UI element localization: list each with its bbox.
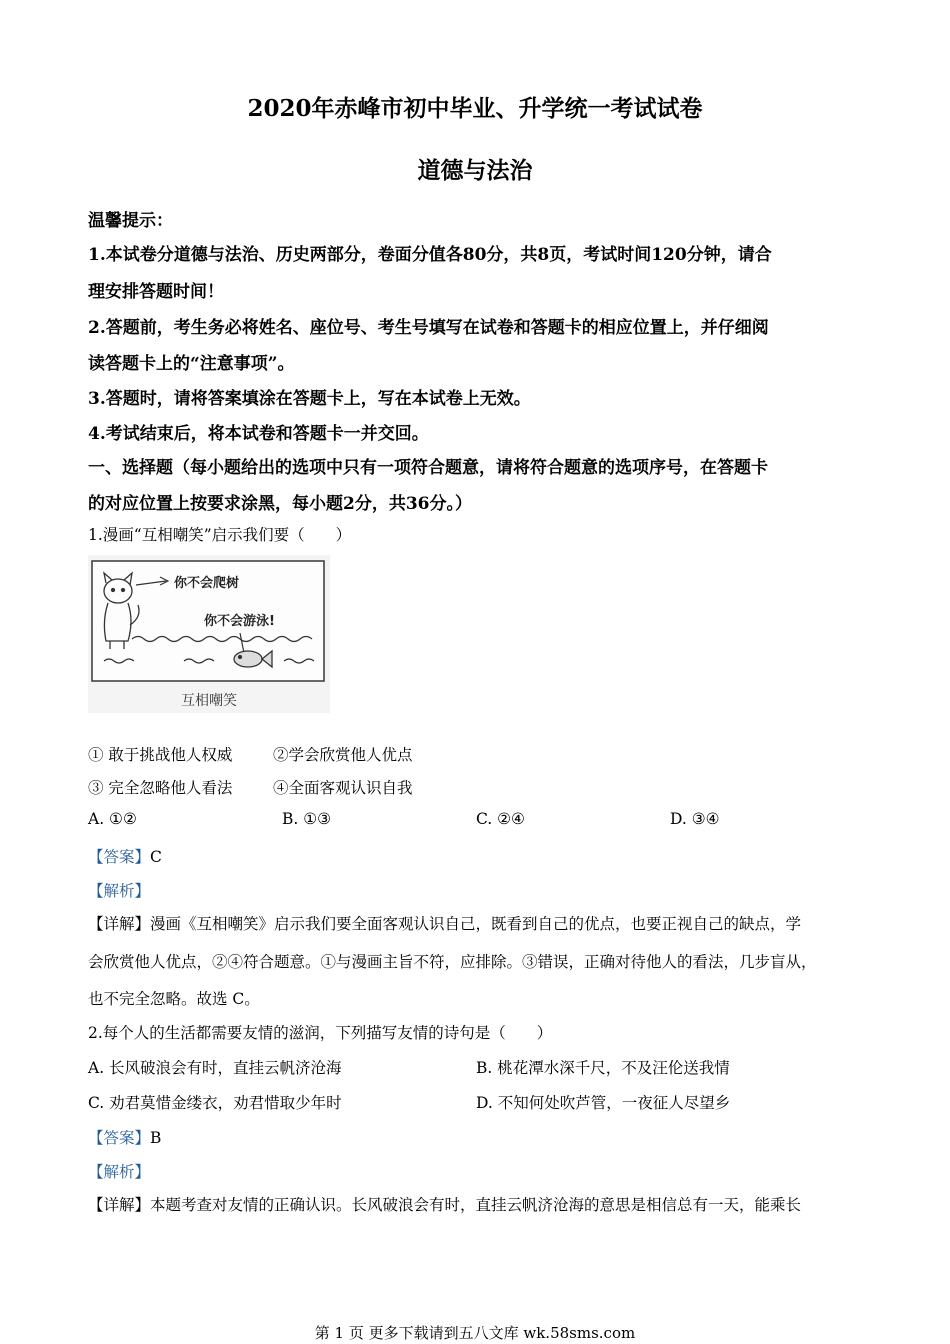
notice-line-2: 理安排答题时间！ bbox=[88, 282, 224, 302]
answer-label: 【答案】 bbox=[88, 848, 151, 866]
q1-detail-line-3: 也不完全忽略。故选 C。 bbox=[88, 990, 260, 1008]
statement-2: ②学会欣赏他人优点 bbox=[273, 746, 413, 764]
statement-1: ① 敢于挑战他人权威 bbox=[88, 746, 233, 764]
q2-detail-line-1: 【详解】本题考查对友情的正确认识。长风破浪会有时，直挂云帆济沧海的意思是相信总有一天，能乘长 bbox=[88, 1196, 802, 1214]
q1-detail-line-2: 会欣赏他人优点，②④符合题意。①与漫画主旨不符，应排除。③错误，正确对待他人的看法，几步盲从， bbox=[88, 953, 817, 971]
answer-value: B bbox=[150, 1129, 162, 1147]
page-footer: 第 1 页 更多下载请到五八文库 wk.58sms.com bbox=[314, 1324, 636, 1342]
notice-line-1: 1.本试卷分道德与法治、历史两部分，卷面分值各80分，共8页，考试时间120分钟，请合 bbox=[88, 245, 772, 265]
q1-answer bbox=[88, 845, 162, 867]
cartoon-caption: 互相嘲笑 bbox=[181, 693, 237, 709]
q1-option-d: D. ③④ bbox=[670, 810, 720, 828]
q1-option-a: A. ①② bbox=[88, 810, 137, 828]
notice-line-5: 3.答题时，请将答案填涂在答题卡上，写在本试卷上无效。 bbox=[88, 389, 531, 409]
section-heading-line-2: 的对应位置上按要求涂黑，每小题2分，共36分。） bbox=[88, 494, 472, 514]
notice-heading: 温馨提示： bbox=[88, 211, 173, 231]
q2-option-b: B. 桃花潭水深千尺，不及汪伦送我情 bbox=[476, 1059, 730, 1077]
q2-answer bbox=[88, 1126, 161, 1148]
q1-option-c: C. ②④ bbox=[476, 810, 525, 828]
notice-line-6: 4.考试结束后，将本试卷和答题卡一并交回。 bbox=[88, 424, 429, 444]
statement-3: ③ 完全忽略他人看法 bbox=[88, 779, 233, 797]
notice-line-3: 2.答题前，考生务必将姓名、座位号、考生号填写在试卷和答题卡的相应位置上，并仔细阅 bbox=[88, 318, 769, 338]
q1-option-b: B. ①③ bbox=[282, 810, 332, 828]
q2-option-c: C. 劝君莫惜金缕衣，劝君惜取少年时 bbox=[88, 1094, 342, 1112]
answer-label: 【答案】 bbox=[88, 1129, 151, 1147]
q2-option-d: D. 不知何处吹芦管，一夜征人尽望乡 bbox=[476, 1094, 731, 1112]
statement-4: ④全面客观认识自我 bbox=[273, 779, 413, 797]
section-heading-line-1: 一、选择题（每小题给出的选项中只有一项符合题意，请将符合题意的选项序号，在答题卡 bbox=[88, 458, 768, 478]
q1-detail-line-1: 【详解】漫画《互相嘲笑》启示我们要全面客观认识自己，既看到自己的优点，也要正视自己的缺点，学 bbox=[88, 915, 802, 933]
q2-option-a: A. 长风破浪会有时，直挂云帆济沧海 bbox=[88, 1059, 342, 1077]
speech-bubble-2: 你不会游泳! bbox=[204, 614, 275, 629]
exam-title: 2020年赤峰市初中毕业、升学统一考试试卷 bbox=[247, 95, 703, 122]
speech-bubble-1: 你不会爬树 bbox=[174, 576, 240, 591]
q2-analysis-label: 【解析】 bbox=[88, 1163, 151, 1181]
notice-line-4: 读答题卡上的“注意事项”。 bbox=[88, 354, 295, 374]
exam-subtitle: 道德与法治 bbox=[417, 157, 533, 184]
cartoon-image bbox=[88, 555, 330, 713]
q1-analysis-label: 【解析】 bbox=[88, 882, 151, 900]
question-1-stem: 1.漫画“互相嘲笑”启示我们要（ ） bbox=[88, 526, 352, 544]
question-2-stem: 2.每个人的生活都需要友情的滋润，下列描写友情的诗句是（ ） bbox=[88, 1024, 553, 1042]
answer-value: C bbox=[150, 848, 162, 866]
